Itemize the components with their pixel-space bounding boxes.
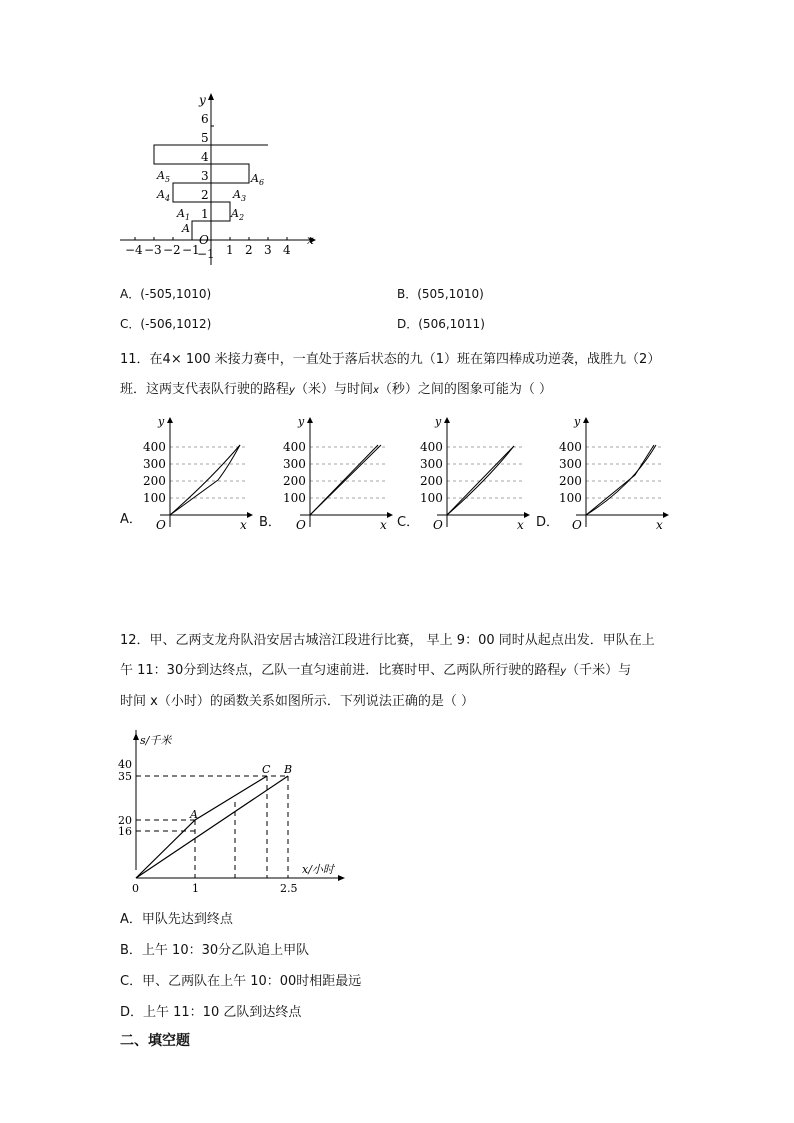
- q12-option-d[interactable]: D．上午 11：10 乙队到达终点: [120, 1005, 302, 1020]
- q12-ytick: 20: [118, 814, 132, 827]
- q12-option-a[interactable]: A．甲队先达到终点: [120, 912, 233, 927]
- q11-curve: [310, 445, 378, 515]
- q11-option-d[interactable]: D．: [536, 515, 560, 530]
- q12-line1: 12．甲、乙两支龙舟队沿安居古城涪江段进行比赛， 早上 9：00 同时从起点出发．甲队在上: [120, 633, 655, 648]
- q11-ytick: 100: [420, 491, 443, 505]
- q11-stem: [120, 345, 680, 406]
- q11-x-label: x: [240, 518, 247, 532]
- q10-xtick: 3: [264, 243, 272, 257]
- q12-xtick: 0: [132, 882, 139, 895]
- q12-line-jia: [136, 776, 267, 878]
- q12-stem: [120, 626, 680, 717]
- q12-ytick: 35: [118, 770, 132, 783]
- q10-xtick: −3: [144, 243, 162, 257]
- q11-option-b[interactable]: B．: [259, 515, 281, 530]
- q10-option-a[interactable]: A．(-505,1010): [120, 287, 212, 301]
- q11-line2: 班．这两支代表队行驶的路程y（米）与时间x（秒）之间的图象可能为（ ）: [120, 382, 553, 397]
- q11-ytick: 300: [559, 457, 582, 471]
- q10-ytick: −1: [197, 247, 215, 261]
- q11-line1: 11．在4× 100 米接力赛中，一直处于落后状态的九（1）班在第四棒成功逆袭，战胜九（2）: [120, 352, 661, 367]
- q12-point-a: A: [190, 808, 198, 821]
- q11-x-arrow: [247, 512, 253, 518]
- q12-y-axis-label: s/千米: [140, 734, 172, 747]
- q10-option-c[interactable]: C．(-506,1012): [120, 317, 212, 331]
- q12-line2: 午 11：30分到达终点，乙队一直匀速前进．比赛时甲、乙两队所行驶的路程y（千米）与: [120, 663, 632, 678]
- q10-ytick: 3: [201, 169, 209, 183]
- q10-figure: [115, 90, 325, 270]
- q11-curve: [586, 445, 654, 515]
- q11-x-arrow: [387, 512, 393, 518]
- q11-ytick: 200: [559, 474, 582, 488]
- q10-ytick: 5: [201, 131, 209, 145]
- q11-curve: [447, 446, 514, 515]
- q10-ytick: 2: [201, 188, 209, 202]
- q11-graph-b[interactable]: [280, 415, 395, 535]
- q11-ytick: 100: [143, 491, 166, 505]
- q11-x-label: x: [656, 518, 663, 532]
- q12-line-yi: [136, 776, 288, 878]
- q11-origin: O: [572, 518, 582, 532]
- q11-graph-d[interactable]: [556, 415, 671, 535]
- q11-ytick: 400: [420, 440, 443, 454]
- q10-xtick: −4: [125, 243, 143, 257]
- q10-xtick: −2: [163, 243, 181, 257]
- q11-ytick: 300: [420, 457, 443, 471]
- q10-point-label: $A_5$: [157, 169, 171, 184]
- q12-x-axis-label: x/小时: [302, 863, 334, 876]
- q12-point-b: B: [284, 763, 293, 776]
- q10-xtick: 2: [245, 243, 253, 257]
- q10-point-label: $A_6$: [251, 172, 265, 187]
- q11-ytick: 100: [283, 491, 306, 505]
- q11-y-arrow: [167, 417, 173, 423]
- q11-origin: O: [156, 518, 166, 532]
- q11-option-a[interactable]: A．: [120, 512, 142, 527]
- q11-ytick: 100: [559, 491, 582, 505]
- q10-xtick: 4: [283, 243, 291, 257]
- q11-graph-c[interactable]: [417, 415, 532, 535]
- q11-y-label: y: [435, 415, 442, 428]
- q10-ytick: 4: [201, 150, 209, 164]
- q12-option-c[interactable]: C．甲、乙两队在上午 10：00时相距最远: [120, 974, 362, 989]
- q11-x-label: x: [380, 518, 387, 532]
- q11-y-arrow: [307, 417, 313, 423]
- q12-ytick: 16: [118, 825, 132, 838]
- q11-x-label: x: [517, 518, 524, 532]
- q10-y-axis-label: y: [199, 93, 206, 107]
- q11-graph-a[interactable]: [140, 415, 255, 535]
- q11-y-arrow: [583, 417, 589, 423]
- q11-ytick: 400: [559, 440, 582, 454]
- q12-figure: [110, 732, 350, 895]
- q10-xtick: 1: [226, 243, 234, 257]
- q10-point-label: $A_2$: [231, 207, 245, 222]
- q11-ytick: 200: [420, 474, 443, 488]
- q10-option-b[interactable]: B．(505,1010): [397, 287, 484, 301]
- q10-point-label: $A_1$: [177, 207, 191, 222]
- q11-ytick: 400: [143, 440, 166, 454]
- q10-ytick: 6: [201, 112, 209, 126]
- q11-option-c[interactable]: C．: [397, 515, 420, 530]
- q11-curve: [170, 445, 240, 515]
- q11-y-label: y: [298, 415, 305, 428]
- q12-xtick: 1: [192, 882, 199, 895]
- q11-ytick: 200: [143, 474, 166, 488]
- q11-y-label: y: [574, 415, 581, 428]
- q11-x-arrow: [663, 512, 669, 518]
- q11-curve: [170, 445, 240, 515]
- q10-point-label: $A_4$: [157, 188, 171, 203]
- section-title: 二、填空题: [120, 1033, 190, 1049]
- q12-ytick: 40: [118, 758, 132, 771]
- q11-curve: [586, 445, 656, 515]
- q11-x-arrow: [524, 512, 530, 518]
- q11-y-arrow: [444, 417, 450, 423]
- q11-y-label: y: [158, 415, 165, 428]
- q11-ytick: 300: [283, 457, 306, 471]
- q10-ytick: 1: [201, 207, 209, 221]
- q12-xtick: 2.5: [280, 882, 298, 895]
- q11-ytick: 300: [143, 457, 166, 471]
- q11-origin: O: [433, 518, 443, 532]
- q10-origin: O: [199, 233, 209, 247]
- q10-point-label: A: [182, 222, 190, 235]
- q11-ytick: 200: [283, 474, 306, 488]
- q10-x-axis-label: x: [307, 233, 314, 247]
- q12-point-c: C: [262, 763, 271, 776]
- q11-origin: O: [296, 518, 306, 532]
- q10-xtick: −1: [182, 243, 200, 257]
- q10-option-d[interactable]: D．(506,1011): [397, 317, 485, 331]
- q11-ytick: 400: [283, 440, 306, 454]
- q12-option-b[interactable]: B．上午 10：30分乙队追上甲队: [120, 943, 310, 958]
- q12-line3: 时间 x（小时）的函数关系如图所示．下列说法正确的是（ ）: [120, 694, 474, 709]
- q10-point-label: $A_3$: [233, 188, 247, 203]
